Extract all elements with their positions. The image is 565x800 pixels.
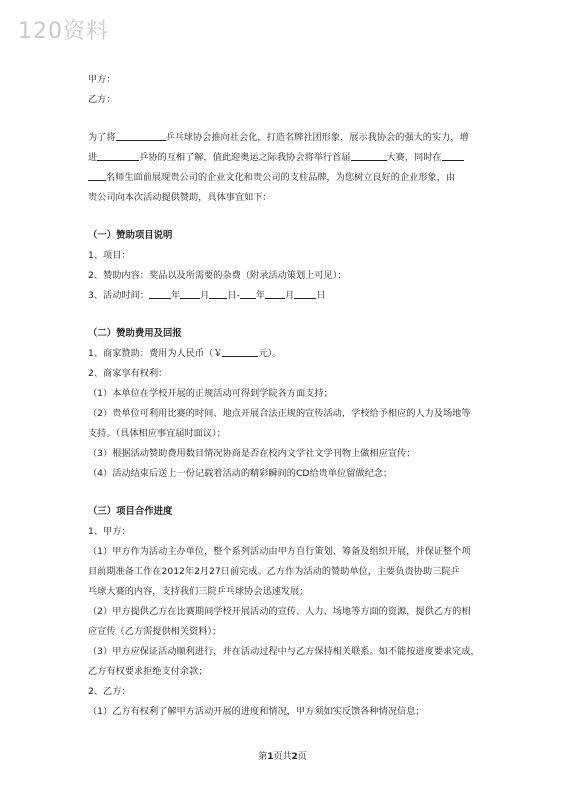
blank-line — [209, 288, 227, 299]
section-3-heading: （三）项目合作进度 — [88, 506, 173, 517]
section-2-right-3: （3）根据活动赞助费用数目情况协商是否在校内文学社文学刊物上做相应宣传； — [88, 448, 416, 459]
section-3-a1-line-2: 目前期准备工作在2012年2月27日前完成。乙方作为活动的赞助单位，主要负责协助三院乒 — [88, 566, 460, 577]
blank-line — [180, 288, 200, 299]
blank-line — [294, 288, 316, 299]
section-2-item-1: 1、商家赞助：费用为人民币（￥ 元）。 — [88, 348, 282, 359]
blank-line — [442, 150, 464, 161]
section-2-right-1: （1）本单位在学校开展的正规活动可得到学院各方面支持； — [88, 388, 333, 399]
section-1-item-1: 1、项目： — [88, 250, 131, 261]
blank-line — [149, 288, 171, 299]
section-2-right-4: （4）活动结束后送上一份记载着活动的精彩瞬间的CD给贵单位留做纪念； — [88, 468, 393, 479]
blank-line — [265, 288, 285, 299]
section-1-heading: （一）赞助项目说明 — [88, 230, 173, 241]
section-3-party-a-title: 1、甲方： — [88, 526, 131, 537]
document-body — [88, 70, 480, 722]
blank-line — [351, 150, 387, 161]
section-1-item-2: 2、赞助内容：奖品以及所需要的杂费（附录活动策划上可见）； — [88, 270, 347, 281]
blank-line — [240, 288, 256, 299]
section-2-right-2a: （2）贵单位可利用比赛的时间、地点开展合法正规的宣传活动，学校给予相应的人力及场地等 — [88, 408, 471, 419]
section-2-item-2: 2、商家享有权利： — [88, 368, 168, 379]
party-a-label: 甲方： — [88, 74, 116, 85]
section-2-right-2b: 支持。（具体相应事宜届时面议）； — [88, 428, 226, 439]
intro-line-4: 贵公司向本次活动提供赞助，具体事宜如下： — [88, 192, 272, 203]
intro-line-3: 名师生面前展现贵公司的企业文化和贵公司的支柱品牌，为您树立良好的企业形象，由 — [88, 168, 480, 188]
section-3-a1-line-1: （1）甲方作为活动主办单位，整个系列活动由甲方自行策划、筹备及组织开展，并保证整个项 — [88, 546, 471, 557]
section-3-party-b-title: 2、乙方： — [88, 686, 131, 697]
section-3-a3-line-1: （3）甲方应保证活动顺利进行，并在活动过程中与乙方保持相关联系。如不能按进度要求完成， — [88, 646, 480, 657]
party-b-label: 乙方： — [88, 94, 116, 105]
section-3-a1-line-3: 乓球大赛的内容，支持我们三院乒乓球协会迅速发展； — [88, 586, 309, 597]
section-3-b1: （1）乙方有权利了解甲方活动开展的进度和情况，甲方须如实反馈各种情况信息； — [88, 706, 425, 717]
blank-line — [222, 346, 258, 357]
section-3-a2-line-2: 应宣传（乙方需提供相关资料）； — [88, 626, 222, 637]
blank-line — [116, 130, 166, 141]
section-1-item-3: 3、活动时间： 年 月 日- 年 月 日 — [88, 290, 326, 301]
blank-line — [88, 170, 106, 181]
page-footer: 第1页共2页 — [258, 752, 307, 762]
section-3-a3-line-2: 乙方有权要求拒绝支付余款； — [88, 666, 208, 677]
section-3-a2-line-1: （2）甲方提供乙方在比赛期间学校开展活动的宣传、人力、场地等方面的资源，提供乙方的相 — [88, 606, 471, 617]
intro-line-2: 进 乒协的互相了解，值此迎奥运之际我协会将举行首届 大赛，同时在 — [88, 148, 480, 168]
intro-line-1: 为了将 乒乓球协会推向社会化，打造名牌社团形象，展示我协会的强大的实力，增 — [88, 132, 469, 143]
watermark: 120资料 — [18, 19, 109, 44]
blank-line — [97, 150, 139, 161]
section-2-heading: （二）赞助费用及回报 — [88, 328, 182, 339]
